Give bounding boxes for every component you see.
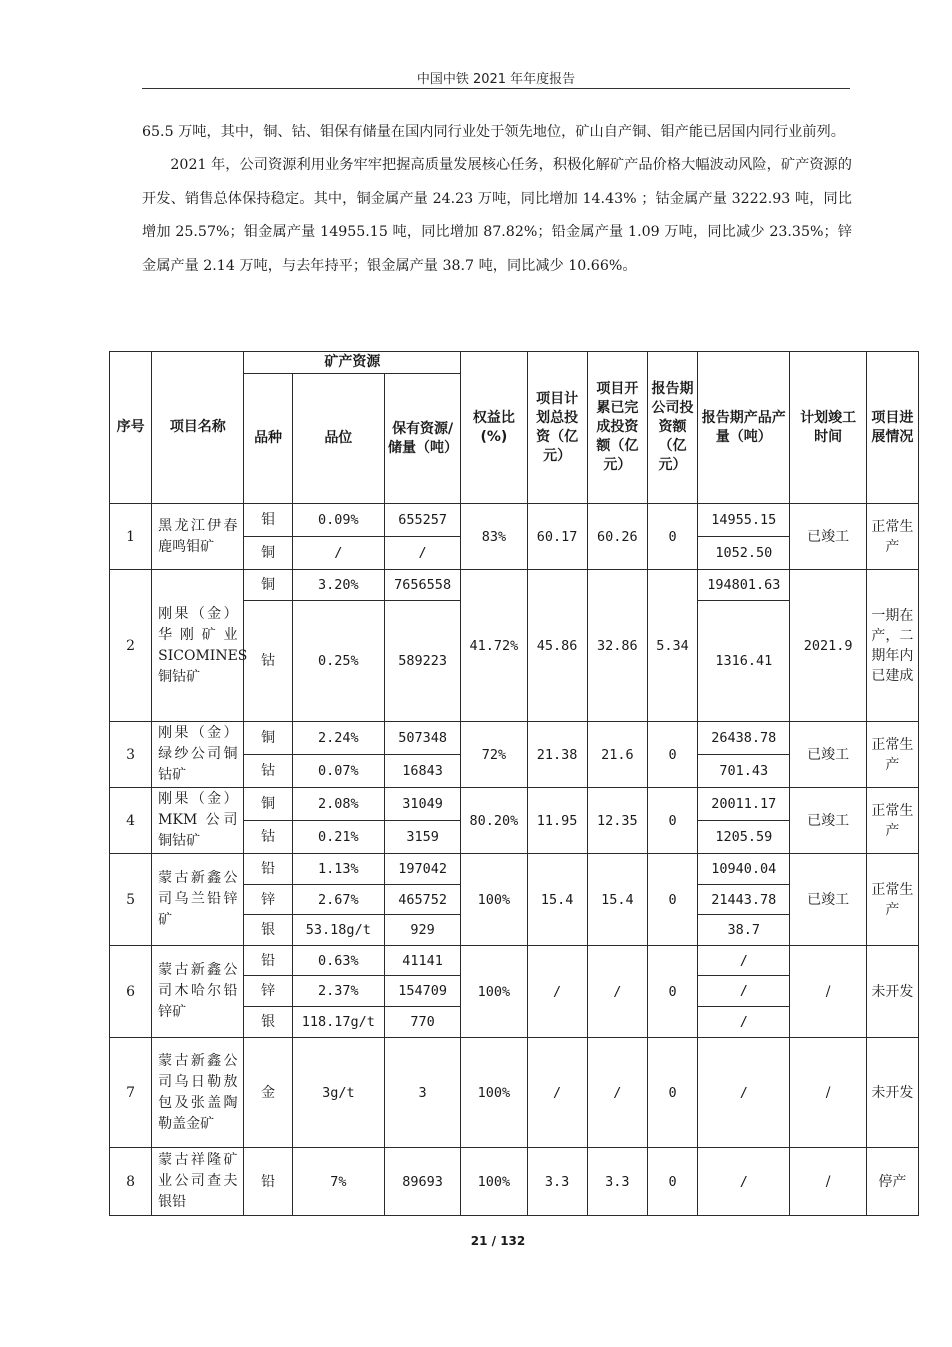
mineral-cell: 钴 bbox=[244, 755, 292, 788]
grade-cell: 1.13% bbox=[292, 854, 384, 885]
equity-cell: 72% bbox=[461, 722, 527, 788]
equity-cell: 100% bbox=[461, 946, 527, 1038]
grade-cell: 0.25% bbox=[292, 601, 384, 722]
mineral-cell: 铅 bbox=[244, 946, 292, 976]
seq-cell: 2 bbox=[110, 570, 152, 722]
equity-cell: 100% bbox=[461, 854, 527, 946]
header-mineral: 品种 bbox=[244, 374, 292, 504]
seq-cell: 4 bbox=[110, 788, 152, 854]
output-cell: / bbox=[698, 976, 790, 1007]
header-completed-investment: 项目开累已完成投资额（亿元） bbox=[587, 352, 647, 504]
grade-cell: 2.24% bbox=[292, 722, 384, 755]
reserve-cell: 7656558 bbox=[384, 570, 460, 601]
reserve-cell: 655257 bbox=[384, 504, 460, 537]
period-investment-cell: 0 bbox=[647, 946, 697, 1038]
page-header: 中国中铁 2021 年年度报告 bbox=[416, 72, 576, 87]
header-planned-investment: 项目计划总投资（亿元） bbox=[527, 352, 587, 504]
seq-cell: 5 bbox=[110, 854, 152, 946]
completed-investment-cell: 12.35 bbox=[587, 788, 647, 854]
reserve-cell: 31049 bbox=[384, 788, 460, 821]
mineral-cell: 金 bbox=[244, 1038, 292, 1148]
mineral-cell: 钼 bbox=[244, 504, 292, 537]
planned-investment-cell: 21.38 bbox=[527, 722, 587, 788]
seq-cell: 3 bbox=[110, 722, 152, 788]
grade-cell: 0.09% bbox=[292, 504, 384, 537]
mineral-cell: 锌 bbox=[244, 976, 292, 1007]
completed-investment-cell: / bbox=[587, 946, 647, 1038]
reserve-cell: 929 bbox=[384, 915, 460, 946]
completion-time-cell: 已竣工 bbox=[790, 854, 866, 946]
header-seq: 序号 bbox=[110, 352, 152, 504]
seq-cell: 6 bbox=[110, 946, 152, 1038]
header-output: 报告期产品产量（吨） bbox=[698, 352, 790, 504]
header-grade: 品位 bbox=[292, 374, 384, 504]
mineral-cell: 铅 bbox=[244, 1148, 292, 1216]
project-name-cell: 蒙古新鑫公司乌兰铅锌矿 bbox=[152, 854, 244, 946]
page-number: 21 / 132 bbox=[470, 1234, 526, 1248]
output-cell: / bbox=[698, 1007, 790, 1038]
completed-investment-cell: / bbox=[587, 1038, 647, 1148]
mineral-cell: 铜 bbox=[244, 788, 292, 821]
progress-cell: 正常生产 bbox=[866, 504, 918, 570]
table-row bbox=[110, 788, 919, 821]
completion-time-cell: 2021.9 bbox=[790, 570, 866, 722]
output-cell: / bbox=[698, 946, 790, 976]
completed-investment-cell: 60.26 bbox=[587, 504, 647, 570]
grade-cell: 0.21% bbox=[292, 821, 384, 854]
grade-cell: 0.63% bbox=[292, 946, 384, 976]
output-cell: 20011.17 bbox=[698, 788, 790, 821]
planned-investment-cell: / bbox=[527, 1038, 587, 1148]
period-investment-cell: 0 bbox=[647, 1148, 697, 1216]
project-name-cell: 黑龙江伊春鹿鸣钼矿 bbox=[152, 504, 244, 570]
period-investment-cell: 0 bbox=[647, 788, 697, 854]
grade-cell: 7% bbox=[292, 1148, 384, 1216]
equity-cell: 100% bbox=[461, 1038, 527, 1148]
mineral-cell: 钴 bbox=[244, 821, 292, 854]
equity-cell: 83% bbox=[461, 504, 527, 570]
planned-investment-cell: 3.3 bbox=[527, 1148, 587, 1216]
completion-time-cell: 已竣工 bbox=[790, 504, 866, 570]
progress-cell: 一期在产，二期年内已建成 bbox=[866, 570, 918, 722]
table-row bbox=[110, 504, 919, 537]
reserve-cell: 16843 bbox=[384, 755, 460, 788]
table-row bbox=[110, 946, 919, 976]
grade-cell: 2.37% bbox=[292, 976, 384, 1007]
reserve-cell: 41141 bbox=[384, 946, 460, 976]
output-cell: 38.7 bbox=[698, 915, 790, 946]
table-row bbox=[110, 570, 919, 601]
reserve-cell: / bbox=[384, 537, 460, 570]
completion-time-cell: / bbox=[790, 1148, 866, 1216]
reserve-cell: 465752 bbox=[384, 885, 460, 915]
completion-time-cell: / bbox=[790, 946, 866, 1038]
output-cell: / bbox=[698, 1038, 790, 1148]
header-resource-group: 矿产资源 bbox=[244, 352, 461, 374]
period-investment-cell: 0 bbox=[647, 1038, 697, 1148]
seq-cell: 7 bbox=[110, 1038, 152, 1148]
planned-investment-cell: 45.86 bbox=[527, 570, 587, 722]
equity-cell: 41.72% bbox=[461, 570, 527, 722]
reserve-cell: 197042 bbox=[384, 854, 460, 885]
table-row bbox=[110, 854, 919, 885]
output-cell: 10940.04 bbox=[698, 854, 790, 885]
period-investment-cell: 5.34 bbox=[647, 570, 697, 722]
output-cell: 1205.59 bbox=[698, 821, 790, 854]
output-cell: 14955.15 bbox=[698, 504, 790, 537]
progress-cell: 正常生产 bbox=[866, 722, 918, 788]
planned-investment-cell: 60.17 bbox=[527, 504, 587, 570]
mineral-cell: 铅 bbox=[244, 854, 292, 885]
completion-time-cell: 已竣工 bbox=[790, 722, 866, 788]
reserve-cell: 89693 bbox=[384, 1148, 460, 1216]
project-name-cell: 刚果（金）绿纱公司铜钴矿 bbox=[152, 722, 244, 788]
grade-cell: 53.18g/t bbox=[292, 915, 384, 946]
completed-investment-cell: 21.6 bbox=[587, 722, 647, 788]
header-rule bbox=[142, 88, 850, 89]
progress-cell: 停产 bbox=[866, 1148, 918, 1216]
mine-resource-table bbox=[109, 351, 919, 1216]
project-name-cell: 蒙古新鑫公司乌日勒敖包及张盖陶勒盖金矿 bbox=[152, 1038, 244, 1148]
reserve-cell: 3 bbox=[384, 1038, 460, 1148]
completion-time-cell: / bbox=[790, 1038, 866, 1148]
output-cell: 1052.50 bbox=[698, 537, 790, 570]
progress-cell: 正常生产 bbox=[866, 788, 918, 854]
reserve-cell: 507348 bbox=[384, 722, 460, 755]
period-investment-cell: 0 bbox=[647, 854, 697, 946]
paragraph: 2021 年，公司资源利用业务牢牢把握高质量发展核心任务，积极化解矿产品价格大幅波动风险，矿产资源的开发、销售总体保持稳定。其中，铜金属产量 24.23 万吨，同比增加 14.43% ；钴金属产量 3222.93 吨，同比增加 25.57%；钼金属产量 14955.15 吨，同比增加 87.82%；铅金属产量 1.09 万吨，同比减少 23.35%；锌金属产量 2.14 万吨，与去年持平；银金属产量 38.7 吨，同比减少 10.66%。 bbox=[142, 157, 852, 274]
reserve-cell: 770 bbox=[384, 1007, 460, 1038]
seq-cell: 1 bbox=[110, 504, 152, 570]
completed-investment-cell: 3.3 bbox=[587, 1148, 647, 1216]
grade-cell: / bbox=[292, 537, 384, 570]
output-cell: 701.43 bbox=[698, 755, 790, 788]
progress-cell: 正常生产 bbox=[866, 854, 918, 946]
reserve-cell: 589223 bbox=[384, 601, 460, 722]
period-investment-cell: 0 bbox=[647, 722, 697, 788]
header-period-investment: 报告期公司投资额（亿元） bbox=[647, 352, 697, 504]
project-name-cell: 刚果（金）华刚矿业SICOMINES铜钴矿 bbox=[152, 570, 244, 722]
period-investment-cell: 0 bbox=[647, 504, 697, 570]
mineral-cell: 钴 bbox=[244, 601, 292, 722]
grade-cell: 118.17g/t bbox=[292, 1007, 384, 1038]
progress-cell: 未开发 bbox=[866, 1038, 918, 1148]
mineral-cell: 锌 bbox=[244, 885, 292, 915]
output-cell: / bbox=[698, 1148, 790, 1216]
seq-cell: 8 bbox=[110, 1148, 152, 1216]
equity-cell: 80.20% bbox=[461, 788, 527, 854]
grade-cell: 3.20% bbox=[292, 570, 384, 601]
header-completion-time: 计划竣工时间 bbox=[790, 352, 866, 504]
reserve-cell: 3159 bbox=[384, 821, 460, 854]
table-row bbox=[110, 722, 919, 755]
reserve-cell: 154709 bbox=[384, 976, 460, 1007]
grade-cell: 0.07% bbox=[292, 755, 384, 788]
equity-cell: 100% bbox=[461, 1148, 527, 1216]
grade-cell: 3g/t bbox=[292, 1038, 384, 1148]
completion-time-cell: 已竣工 bbox=[790, 788, 866, 854]
mineral-cell: 银 bbox=[244, 915, 292, 946]
project-name-cell: 刚果（金）MKM 公司铜钴矿 bbox=[152, 788, 244, 854]
grade-cell: 2.67% bbox=[292, 885, 384, 915]
project-name-cell: 蒙古新鑫公司木哈尔铅锌矿 bbox=[152, 946, 244, 1038]
mineral-cell: 银 bbox=[244, 1007, 292, 1038]
body-text bbox=[142, 116, 852, 283]
mineral-cell: 铜 bbox=[244, 537, 292, 570]
progress-cell: 未开发 bbox=[866, 946, 918, 1038]
header-name: 项目名称 bbox=[152, 352, 244, 504]
mineral-cell: 铜 bbox=[244, 570, 292, 601]
header-reserve: 保有资源/储量（吨） bbox=[384, 374, 460, 504]
table-row bbox=[110, 1148, 919, 1216]
table-row bbox=[110, 1038, 919, 1148]
header-equity: 权益比(%) bbox=[461, 352, 527, 504]
output-cell: 21443.78 bbox=[698, 885, 790, 915]
output-cell: 1316.41 bbox=[698, 601, 790, 722]
completed-investment-cell: 15.4 bbox=[587, 854, 647, 946]
grade-cell: 2.08% bbox=[292, 788, 384, 821]
planned-investment-cell: 11.95 bbox=[527, 788, 587, 854]
header-progress: 项目进展情况 bbox=[866, 352, 918, 504]
paragraph: 65.5 万吨，其中，铜、钴、钼保有储量在国内同行业处于领先地位，矿山自产铜、钼产能已居国内同行业前列。 bbox=[142, 124, 845, 140]
output-cell: 194801.63 bbox=[698, 570, 790, 601]
project-name-cell: 蒙古祥隆矿业公司查夫银铅 bbox=[152, 1148, 244, 1216]
mineral-cell: 铜 bbox=[244, 722, 292, 755]
output-cell: 26438.78 bbox=[698, 722, 790, 755]
planned-investment-cell: / bbox=[527, 946, 587, 1038]
completed-investment-cell: 32.86 bbox=[587, 570, 647, 722]
planned-investment-cell: 15.4 bbox=[527, 854, 587, 946]
